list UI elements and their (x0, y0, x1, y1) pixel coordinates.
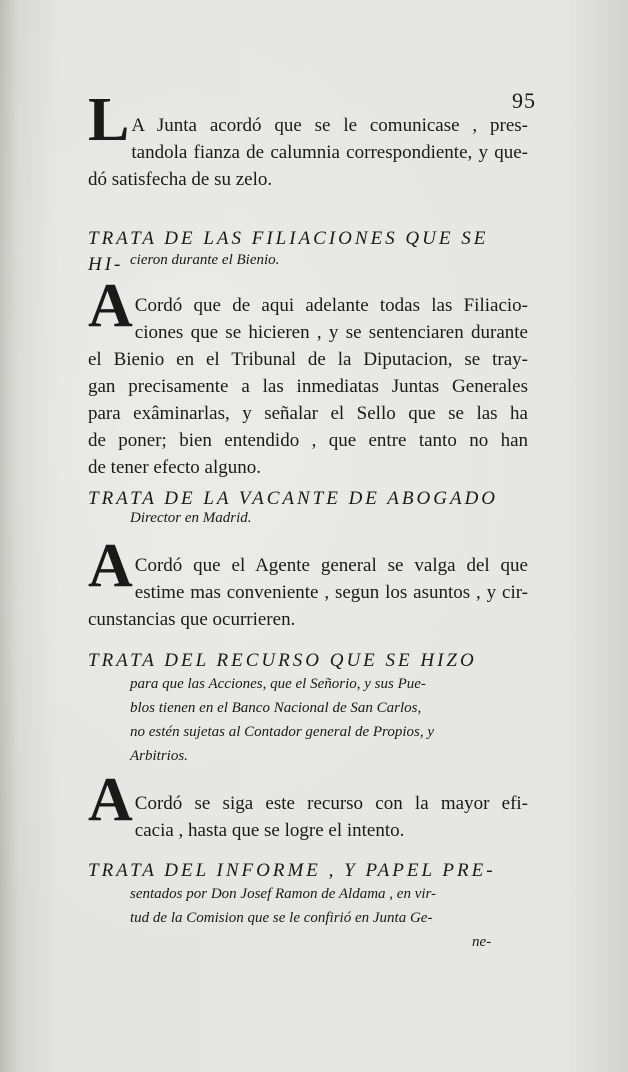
section-heading-vacante: TRATA DE LA VACANTE DE ABOGADO (88, 488, 499, 509)
section-heading-filiaciones: TRATA DE LAS FILIACIONES QUE SE HI- (88, 228, 489, 275)
section-subheading-line: para que las Acciones, que el Señorio, y sus Pue- (130, 676, 426, 692)
text-line: Cordó que de aqui adelante todas las Filiacio- (134, 295, 528, 316)
section-heading-recurso: TRATA DEL RECURSO QUE SE HIZO (88, 650, 477, 671)
drop-cap: A (88, 272, 133, 340)
text-line: Cordó que el Agente general se valga del que (134, 555, 528, 576)
text-line: para exâminarlas, y señalar el Sello que se las ha (88, 403, 528, 424)
page-number: 95 (512, 88, 536, 113)
drop-cap: A (88, 766, 133, 834)
text-line: cacia , hasta que se logre el intento. (134, 820, 405, 841)
text-line: el Bienio en el Tribunal de la Diputacion, se tray- (88, 349, 528, 370)
section-subheading-line: Arbitrios. (130, 748, 188, 764)
text-line: de tener efecto alguno. (88, 457, 262, 478)
section-subheading-line: tud de la Comision que se le confirió en Junta Ge- (130, 910, 433, 926)
section-subheading: cieron durante el Bienio. (130, 252, 280, 268)
paragraph-junta-acordo (88, 86, 528, 193)
paragraph-agente-general (88, 532, 528, 633)
section-subheading-line: blos tienen en el Banco Nacional de San Carlos, (130, 700, 422, 716)
section-subheading-line: no estén sujetas al Contador general de Propios, y (130, 724, 434, 740)
text-line: A Junta acordó que se le comunicase , pres- (131, 115, 528, 136)
text-line: dó satisfecha de su zelo. (88, 169, 273, 190)
drop-cap: L (88, 86, 130, 154)
section-heading-informe: TRATA DEL INFORME , Y PAPEL PRE- (88, 860, 496, 881)
text-line: cunstancias que ocurrieren. (88, 609, 296, 630)
text-line: gan precisamente a las inmediatas Juntas Generales (88, 376, 528, 397)
paragraph-filiaciones (88, 272, 528, 481)
catchword: ne- (472, 934, 492, 950)
text-line: de poner; bien entendido , que entre tanto no han (88, 430, 528, 451)
text-line: Cordó se siga este recurso con la mayor efi- (134, 793, 528, 814)
drop-cap: A (88, 532, 133, 600)
paragraph-siga-recurso (88, 766, 528, 844)
text-line: tandola fianza de calumnia correspondiente, y que- (131, 142, 528, 163)
section-subheading: Director en Madrid. (130, 510, 252, 526)
section-subheading-line: sentados por Don Josef Ramon de Aldama , en vir- (130, 886, 437, 902)
text-line: estime mas conveniente , segun los asuntos , y cir- (134, 582, 528, 603)
text-line: ciones que se hicieren , y se sentenciaren durante (134, 322, 528, 343)
